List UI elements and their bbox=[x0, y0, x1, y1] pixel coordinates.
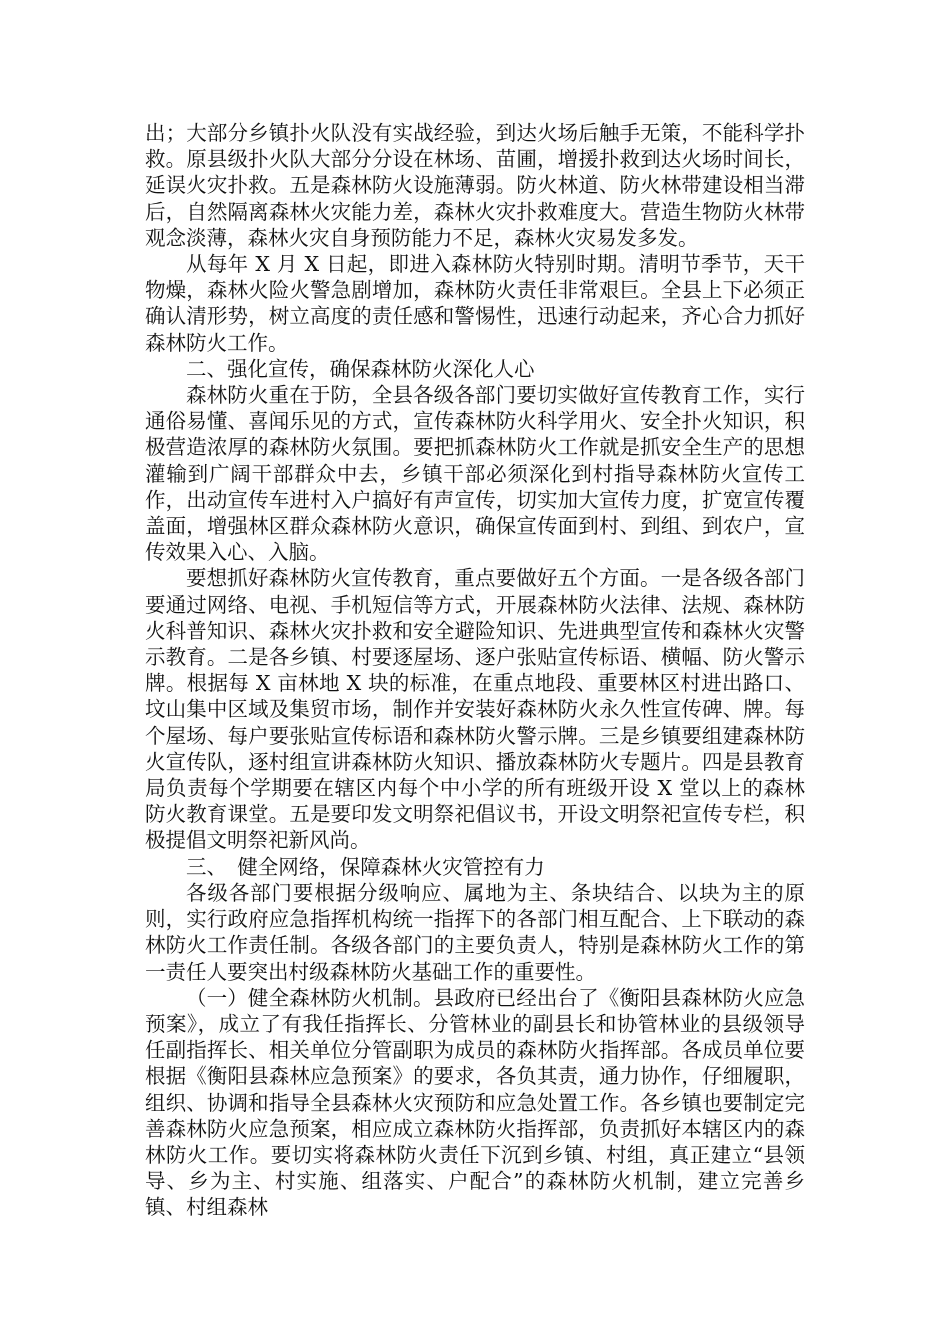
section-heading-publicity: 二、强化宣传，确保森林防火深化人心 bbox=[186, 356, 535, 381]
paragraph-publicity-education: 森林防火重在于防，全县各级各部门要切实做好宣传教育工作，实行通俗易懂、喜闻乐见的方式，宣传森林防火科学用火、安全扑火知识，积极营造浓厚的森林防火氛围。要把抓森林防火工作就是抓安全生产的思想灌输到广阔干部群众中去，乡镇干部必须深化到村指导森林防火宣传工作，出动宣传车进村入户搞好有声宣传，切实加大宣传力度，扩宽宣传覆盖面，增强林区群众森林防火意识，确保宣传面到村、到组、到农户，宣传效果入心、入脑。 bbox=[145, 383, 805, 565]
paragraph-continued: 出；大部分乡镇扑火队没有实战经验，到达火场后触手无策，不能科学扑救。原县级扑火队大部分分设在林场、苗圃，增援扑救到达火场时间长，延误火灾扑救。五是森林防火设施薄弱。防火林道、防火林带建设相当滞后，自然隔离森林火灾能力差，森林火灾扑救难度大。营造生物防火林带观念淡薄，森林火灾自身预防能力不足，森林火灾易发多发。 bbox=[145, 121, 805, 250]
section-heading-network: 三、 健全网络，保障森林火灾管控有力 bbox=[186, 854, 545, 879]
paragraph-special-period: 从每年 X 月 X 日起，即进入森林防火特别时期。清明节季节，天干物燥，森林火险火警急剧增加，森林防火责任非常艰巨。全县上下必须正确认清形势，树立高度的责任感和警惕性，迅速行动起来，齐心合力抓好森林防火工作。 bbox=[145, 252, 805, 355]
document-body bbox=[145, 120, 805, 1221]
paragraph-responsibility-system: 各级各部门要根据分级响应、属地为主、条块结合、以块为主的原则，实行政府应急指挥机构统一指挥下的各部门相互配合、上下联动的森林防火工作责任制。各级各部门的主要负责人，特别是森林防火工作的第一责任人要突出村级森林防火基础工作的重要性。 bbox=[145, 880, 805, 984]
paragraph-fire-mechanism: （一）健全森林防火机制。县政府已经出台了《衡阳县森林防火应急预案》，成立了有我任指挥长、分管林业的副县长和协管林业的县级领导任副指挥长、相关单位分管副职为成员的森林防火指挥部。各成员单位要根据《衡阳县森林应急预案》的要求，各负其责，通力协作，仔细履职，组织、协调和指导全县森林火灾预防和应急处置工作。各乡镇也要制定完善森林防火应急预案，相应成立森林防火指挥部，负责抓好本辖区内的森林防火工作。要切实将森林防火责任下沉到乡镇、村组，真正建立“县领导、乡为主、村实施、组落实、户配合”的森林防火机制，建立完善乡镇、村组森林 bbox=[145, 985, 805, 1220]
paragraph-five-aspects: 要想抓好森林防火宣传教育，重点要做好五个方面。一是各级各部门要通过网络、电视、手机短信等方式，开展森林防火法律、法规、森林防火科普知识、森林火灾扑救和安全避险知识、先进典型宣传和森林火灾警示教育。二是各乡镇、村要逐屋场、逐户张贴宣传标语、横幅、防火警示牌。根据每 X 亩林地 X 块的标准，在重点地段、重要林区村进出路口、坟山集中区域及集贸市场，制作并安装好森林防火永久性宣传碑、牌。每个屋场、每户要张贴宣传标语和森林防火警示牌。三是乡镇要组建森林防火宣传队，逐村组宣讲森林防火知识、播放森林防火专题片。四是县教育局负责每个学期要在辖区内每个中小学的所有班级开设 X 堂以上的森林防火教育课堂。五是要印发文明祭祀倡议书，开设文明祭祀宣传专栏，积极提倡文明祭祀新风尚。 bbox=[145, 566, 805, 853]
